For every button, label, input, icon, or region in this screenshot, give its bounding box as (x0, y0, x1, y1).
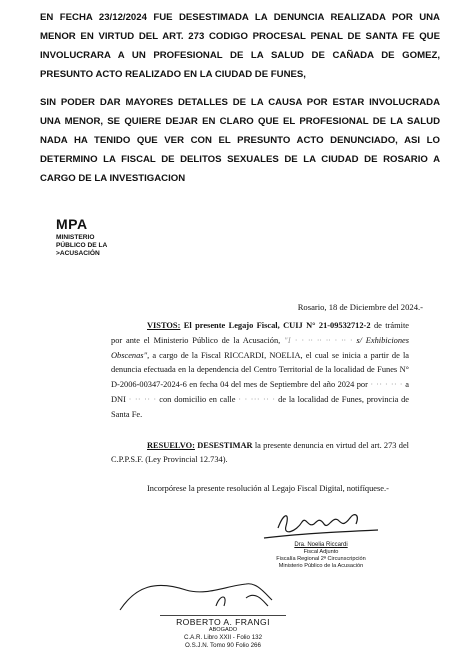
logo-line-3: >ACUSACIÓN (56, 250, 100, 258)
offense-label: s/ Exhibiciones Obscenas" (111, 335, 410, 360)
fiscal-signature-block (236, 508, 406, 570)
lawyer-signature-scribble (96, 576, 296, 618)
statement-paragraph-1: EN FECHA 23/12/2024 FUE DESESTIMADA LA DENUNCIA REALIZADA POR UNA MENOR EN VIRTUD DEL ART. 273 CODIGO PROCESAL PENAL DE SANTA FE QUE INVOLUCRARA A UN PROFESIONAL DE LA SALUD DE CAÑADA DE GOMEZ, PRESUNTO ACTO REALIZADO EN LA CIUDAD DE FUNES, (40, 12, 440, 80)
vistos-text-3: , a cargo de la Fiscal RICCARDI, NOELIA, el cual se inicia a partir de la denuncia efectuada en la dependencia del Centro Territorial de la localidad de Funes (111, 350, 409, 375)
resuelvo-decision: DESESTIMAR (194, 440, 253, 450)
mpa-logo (56, 217, 136, 259)
logo-mark: MPA (56, 216, 88, 232)
incorporese-paragraph: Incorpórese la presente resolución al Legajo Fiscal Digital, notifíquese.- (147, 484, 389, 494)
redacted-address: · · ··· ·· · (238, 394, 276, 404)
lawyer-role: ABOGADO (208, 627, 238, 633)
lawyer-registration-2: O.S.J.N. Tomo 90 Folio 266 (185, 642, 261, 649)
denuncia-number: N° D-2006-00347-2024-6 (111, 365, 409, 390)
resuelvo-label: RESUELVO: (147, 440, 195, 450)
lawyer-stamp (160, 615, 286, 650)
vistos-paragraph (111, 319, 409, 423)
lawyer-signature-block (96, 576, 296, 649)
lawyer-registration-1: C.A.R. Libro XXII - Folio 132 (183, 634, 263, 641)
redacted-name-2: · ·· · ·· · (370, 380, 403, 390)
resuelvo-text: la presente denuncia en virtud del art. 273 del C.P.P.S.F. (Ley Provincial 12.734). (111, 440, 409, 465)
fiscal-title: Fiscal Adjunto (303, 549, 339, 555)
logo-subtitle (56, 234, 136, 259)
resolution-body (111, 319, 409, 497)
public-statement (40, 8, 440, 197)
logo-line-1: MINISTERIO (56, 234, 95, 241)
vistos-text-1: El presente Legajo Fiscal, (180, 321, 284, 330)
redacted-dni: · ·· ·· · (128, 394, 157, 404)
vistos-text-4: en fecha 04 del mes de Septiembre del año 2024 por (186, 380, 371, 390)
document-date: Rosario, 18 de Diciembre del 2024.- (297, 302, 423, 312)
logo-line-2: PÚBLICO DE LA (56, 242, 108, 250)
vistos-text-7: de la localidad de Funes, provincia de Santa Fe. (111, 394, 410, 419)
fiscal-signature-scribble (256, 508, 386, 542)
vistos-label: VISTOS: (147, 321, 181, 330)
vistos-text-6: con domicilio en calle (156, 394, 239, 404)
statement-paragraph-2: SIN PODER DAR MAYORES DETALLES DE LA CAUSA POR ESTAR INVOLUCRADA UNA MENOR, SE QUIERE DEJAR EN CLARO QUE EL PROFESIONAL DE LA SALUD NADA HA TENIDO QUE VER CON EL PRESUNTO ACTO DENUNCIADO, ASI LO DETERMINO LA FISCAL DE DELITOS SEXUALES DE LA CIUDAD DE ROSARIO A CARGO DE LA INVESTIGACION (40, 97, 440, 184)
vistos-text-2: de trámite por ante el Ministerio Público de la Acusación, (111, 321, 409, 345)
redacted-name-1: "I · · ·· ·· ·· · ·· · (284, 335, 353, 345)
lawyer-name: ROBERTO A. FRANGI (176, 617, 270, 627)
vistos-text-5: a DNI (111, 380, 409, 404)
fiscal-ministry: Ministerio Público de la Acusación (278, 563, 364, 569)
cuij-number: CUIJ N° 21-09532712-2 (283, 321, 371, 330)
fiscal-name: Dra. Noelia Riccardi (294, 542, 348, 548)
resuelvo-paragraph (111, 439, 409, 469)
fiscal-office: Fiscalía Regional 2ª Circunscripción (276, 556, 366, 562)
